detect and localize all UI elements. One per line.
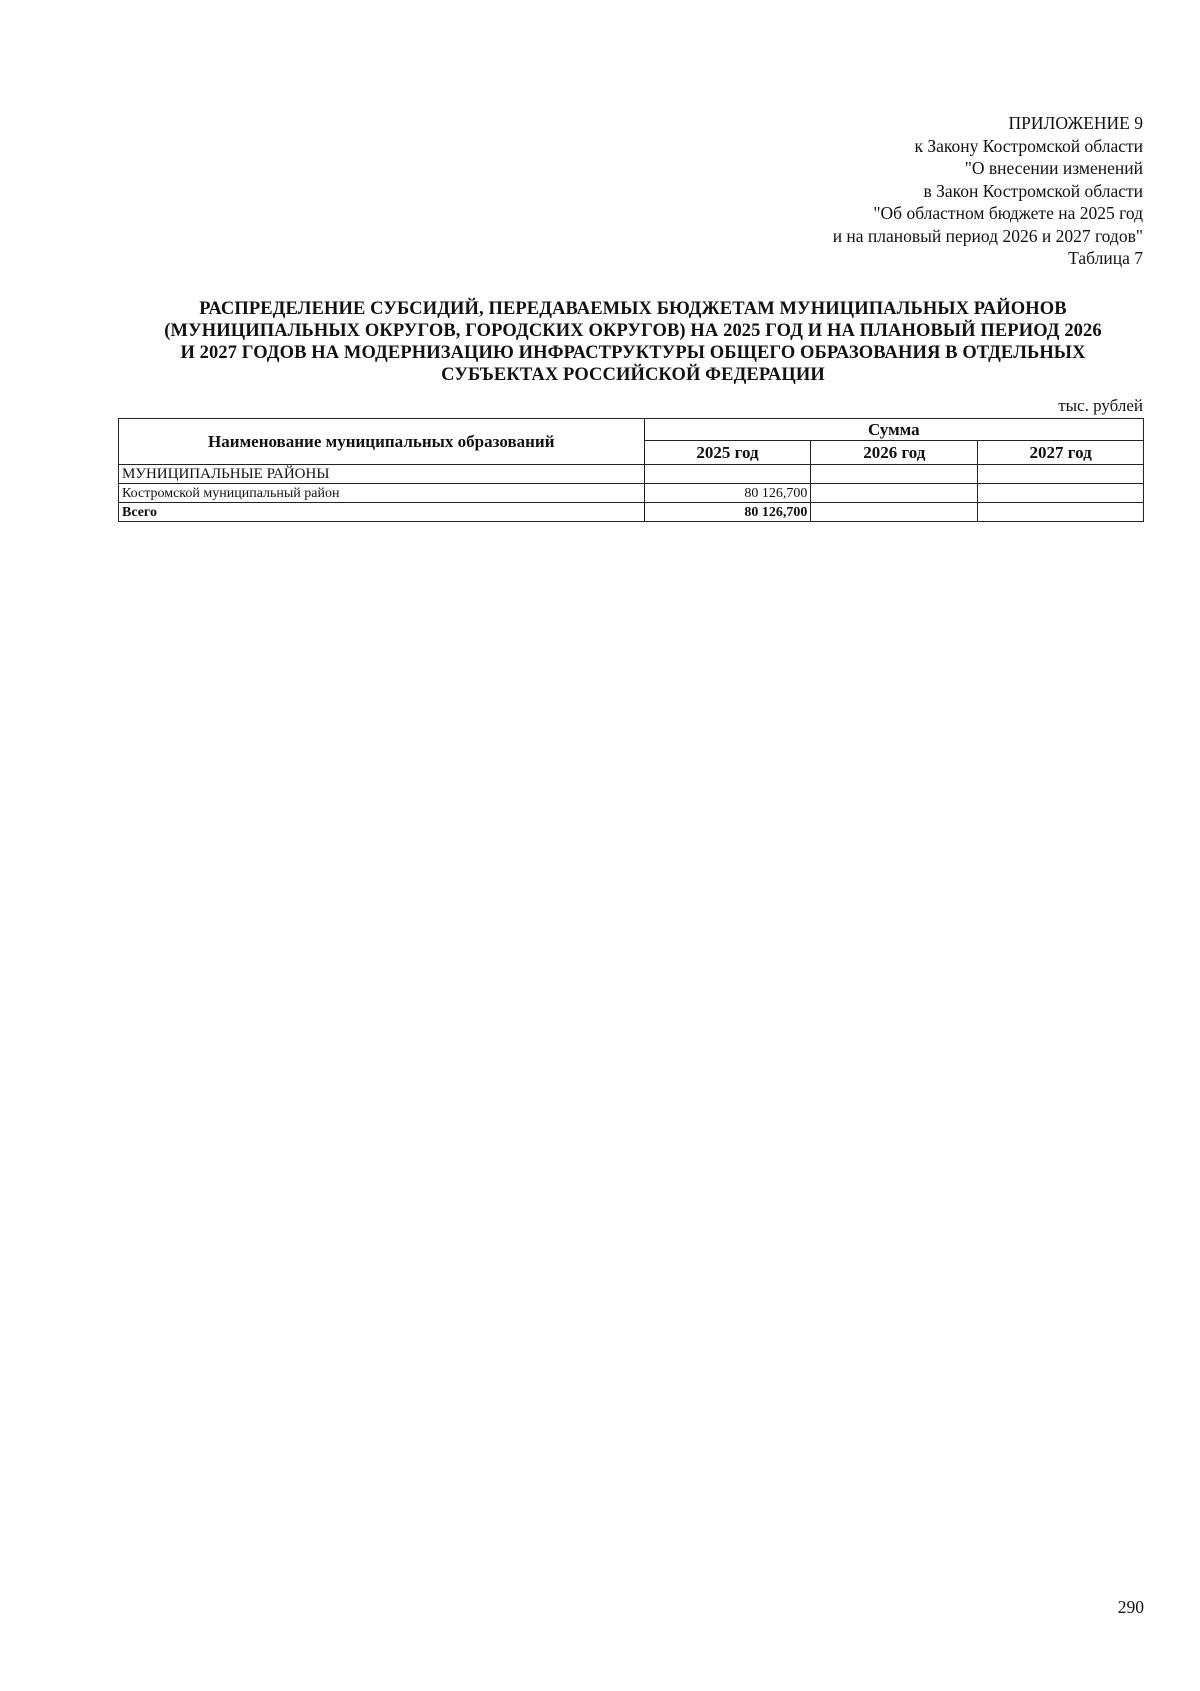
subsidy-table — [118, 418, 1144, 522]
column-header-2027: 2027 год — [978, 440, 1144, 464]
total-label: Всего — [119, 503, 645, 522]
units-label: тыс. рублей — [1058, 396, 1143, 415]
appendix-law-title-4: и на плановый период 2026 и 2027 годов" — [832, 225, 1143, 246]
table-header-row — [119, 419, 1144, 441]
table-row — [119, 484, 1144, 503]
row-name: МУНИЦИПАЛЬНЫЕ РАЙОНЫ — [119, 465, 645, 484]
table-total-row — [119, 503, 1144, 522]
appendix-law-title-3: "Об областном бюджете на 2025 год — [873, 203, 1143, 223]
total-value-2025: 80 126,700 — [644, 503, 811, 522]
document-title — [118, 298, 1148, 386]
table-number: Таблица 7 — [1068, 248, 1143, 268]
page-number: 290 — [1117, 1597, 1144, 1617]
row-value-2026 — [811, 465, 978, 484]
appendix-law-title-2: в Закон Костромской области — [923, 180, 1143, 201]
row-value-2027 — [978, 484, 1144, 503]
document-title-line-2: (МУНИЦИПАЛЬНЫХ ОКРУГОВ, ГОРОДСКИХ ОКРУГОВ) НА 2025 ГОД И НА ПЛАНОВЫЙ ПЕРИОД 2026 — [164, 321, 1102, 341]
table-row — [119, 465, 1144, 484]
column-header-2026: 2026 год — [811, 440, 978, 464]
document-title-line-3: И 2027 ГОДОВ НА МОДЕРНИЗАЦИЮ ИНФРАСТРУКТУРЫ ОБЩЕГО ОБРАЗОВАНИЯ В ОТДЕЛЬНЫХ — [180, 343, 1086, 363]
document-title-line-4: СУБЪЕКТАХ РОССИЙСКОЙ ФЕДЕРАЦИИ — [441, 365, 825, 385]
column-header-sum: Сумма — [644, 419, 1143, 441]
appendix-header — [583, 112, 1143, 270]
appendix-number: ПРИЛОЖЕНИЕ 9 — [1008, 113, 1143, 133]
row-name: Костромской муниципальный район — [119, 484, 645, 503]
row-value-2027 — [978, 465, 1144, 484]
column-header-2025: 2025 год — [644, 440, 811, 464]
total-value-2026 — [811, 503, 978, 522]
row-value-2025: 80 126,700 — [644, 484, 811, 503]
column-header-name: Наименование муниципальных образований — [119, 419, 645, 465]
row-value-2026 — [811, 484, 978, 503]
appendix-law-title-1: "О внесении изменений — [964, 158, 1143, 178]
total-value-2027 — [978, 503, 1144, 522]
document-title-line-1: РАСПРЕДЕЛЕНИЕ СУБСИДИЙ, ПЕРЕДАВАЕМЫХ БЮДЖЕТАМ МУНИЦИПАЛЬНЫХ РАЙОНОВ — [199, 299, 1067, 319]
row-value-2025 — [644, 465, 811, 484]
appendix-law-ref: к Закону Костромской области — [914, 135, 1143, 156]
